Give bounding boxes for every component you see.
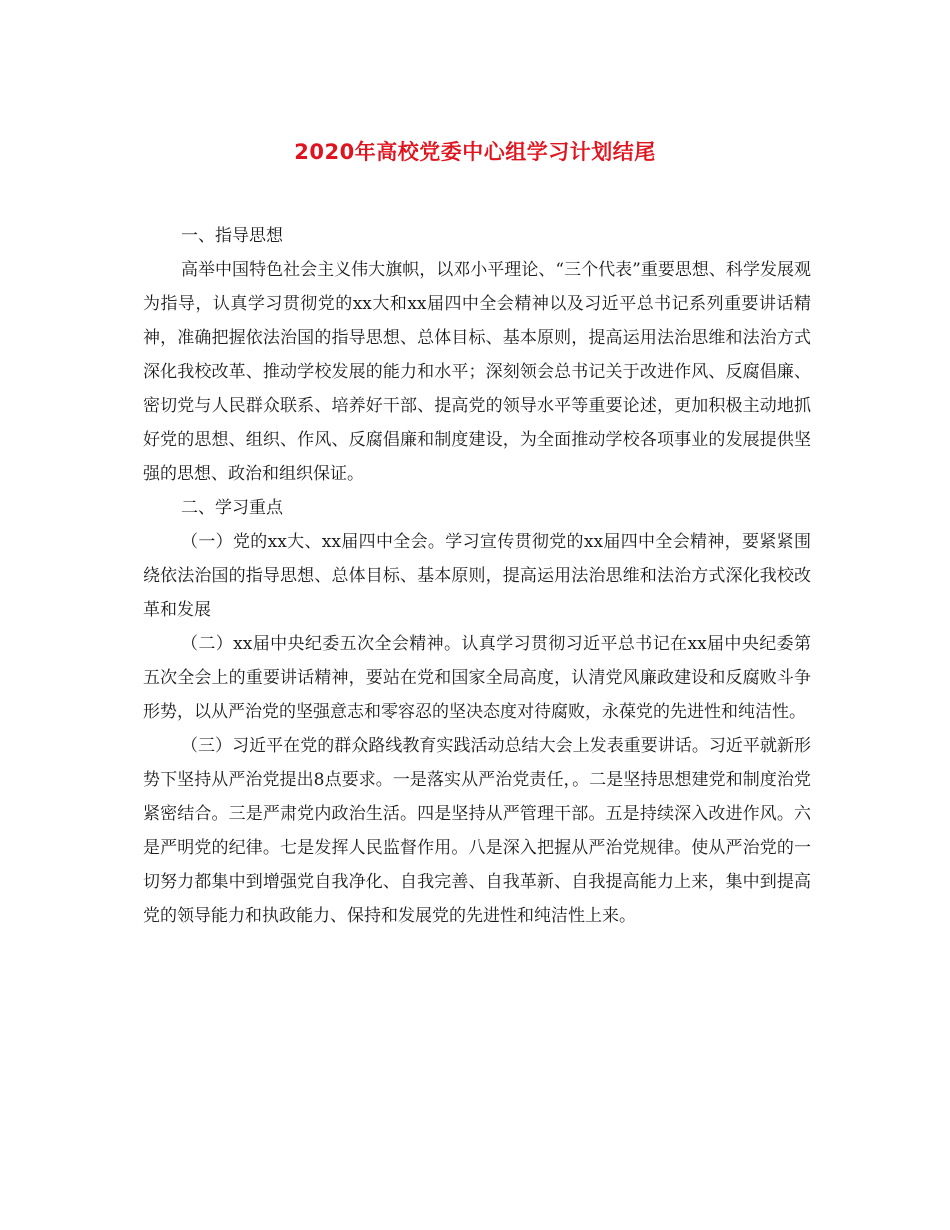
section-heading-study-focus: 二、学习重点 — [181, 498, 283, 518]
document-title: 2020年高校党委中心组学习计划结尾 — [294, 140, 656, 164]
paragraph-guiding-ideology: 高举中国特色社会主义伟大旗帜，以邓小平理论、“三个代表”重要思想、科学发展观为指导，认真学习贯彻党的xx大和xx届四中全会精神以及习近平总书记系列重要讲话精神，准确把握依法治国的指导思想、总体目标、基本原则，提高运用法治思维和法治方式深化我校改革、推动学校发展的能力和水平；深刻领会总书记关于改进作风、反腐倡廉、密切党与人民群众联系、培养好干部、提高党的领导水平等重要论述，更加积极主动地抓好党的思想、组织、作风、反腐倡廉和制度建设，为全面推动学校各项事业的发展提供坚强的思想、政治和组织保证。 — [143, 260, 811, 484]
document-body — [143, 219, 811, 933]
paragraph-study-item-2: （二）xx届中央纪委五次全会精神。认真学习贯彻习近平总书记在xx届中央纪委第五次全会上的重要讲话精神，要站在党和国家全局高度，认清党风廉政建设和反腐败斗争形势，以从严治党的坚强意志和零容忍的坚决态度对待腐败，永葆党的先进性和纯洁性。 — [143, 634, 811, 722]
paragraph-study-item-3: （三）习近平在党的群众路线教育实践活动总结大会上发表重要讲话。习近平就新形势下坚持从严治党提出8点要求。一是落实从严治党责任，。二是坚持思想建党和制度治党紧密结合。三是严肃党内政治生活。四是坚持从严管理干部。五是持续深入改进作风。六是严明党的纪律。七是发挥人民监督作用。八是深入把握从严治党规律。使从严治党的一切努力都集中到增强党自我净化、自我完善、自我革新、自我提高能力上来，集中到提高党的领导能力和执政能力、保持和发展党的先进性和纯洁性上来。 — [143, 736, 811, 926]
section-heading-guiding-ideology: 一、指导思想 — [181, 226, 283, 246]
paragraph-study-item-1: （一）党的xx大、xx届四中全会。学习宣传贯彻党的xx届四中全会精神，要紧紧围绕依法治国的指导思想、总体目标、基本原则，提高运用法治思维和法治方式深化我校改革和发展 — [143, 532, 811, 620]
